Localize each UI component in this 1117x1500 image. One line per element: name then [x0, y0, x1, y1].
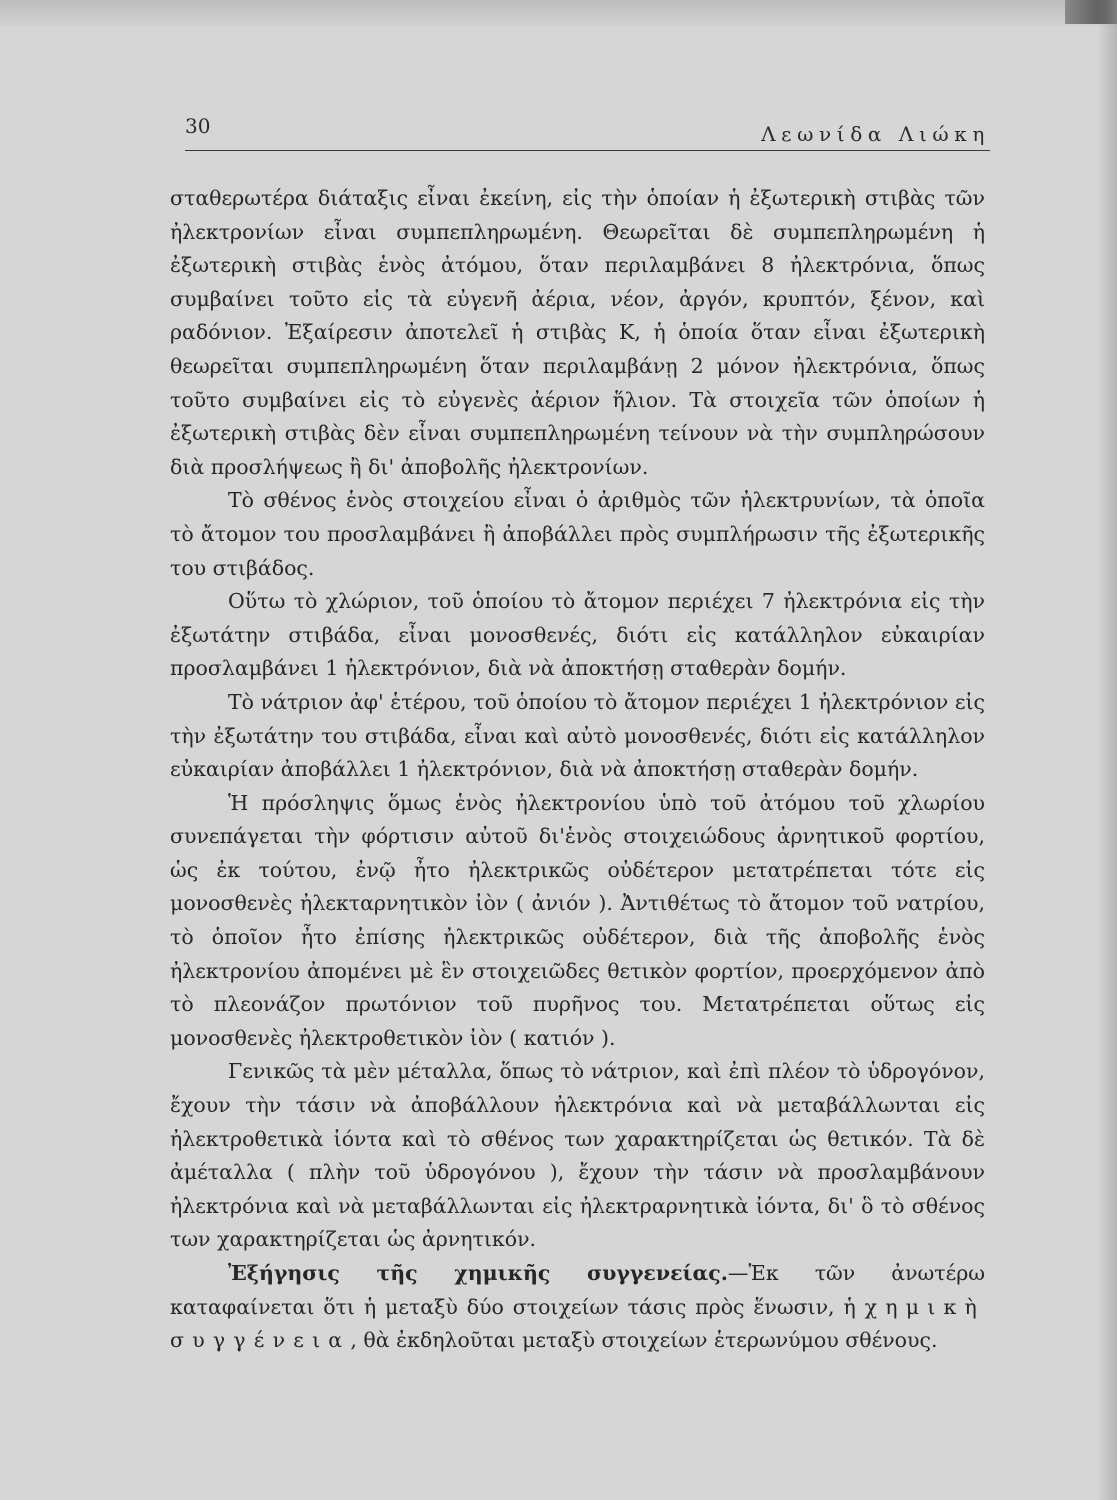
- paragraph-3: Οὕτω τὸ χλώριον, τοῦ ὁποίου τὸ ἄτομον περιέχει 7 ἠλεκτρόνια εἰς τὴν ἐξωτάτην στιβάδα, εἶναι μονοσθενές, διότι εἰς κατάλληλον εὐκαιρίαν προσλαμβάνει 1 ἠλεκτρόνιον, διὰ νὰ ἀποκτήσῃ σταθερὰν δομήν.: [170, 589, 985, 681]
- paragraph-7-text-1: —Ἐκ τῶν ἀνωτέρω καταφαίνεται ὅτι ἡ μεταξὺ δύο στοιχείων τάσις πρὸς ἕνωσιν, ἡ: [170, 1261, 985, 1319]
- paragraph-4: Τὸ νάτριον ἀφ' ἑτέρου, τοῦ ὁποίου τὸ ἄτομον περιέχει 1 ἠλεκτρόνιον εἰς τὴν ἐξωτάτην του στιβάδα, εἶναι καὶ αὐτὸ μονοσθενές, διότι εἰς κατάλληλον εὐκαιρίαν ἀποβάλλει 1 ἠλεκτρόνιον, διὰ νὰ ἀποκτήσῃ σταθερὰν δομήν.: [170, 689, 985, 782]
- paragraph-2: Τὸ σθένος ἑνὸς στοιχείου εἶναι ὁ ἀριθμὸς τῶν ἠλεκτρυνίων, τὰ ὁποῖα τὸ ἄτομον του προσλαμβάνει ἢ ἀποβάλλει πρὸς συμπλήρωσιν τῆς ἐξωτερικῆς του στιβάδος.: [170, 488, 985, 580]
- paragraph-1: σταθερωτέρα διάταξις εἶναι ἐκείνη, εἰς τὴν ὁποίαν ἡ ἐξωτερικὴ στιβὰς τῶν ἠλεκτρονίων εἶναι συμπεπληρωμένη. Θεωρεῖται δὲ συμπεπληρωμένη ἡ ἐξωτερικὴ στιβὰς ἑνὸς ἀτόμου, ὅταν περιλαμβάνει 8 ἠλεκτρόνια, ὅπως συμβαίνει τοῦτο εἰς τὰ εὐγενῆ ἀέρια, νέον, ἀργόν, κρυπτόν, ξένον, καὶ ραδόνιον. Ἐξαίρεσιν ἀποτελεῖ ἡ στιβὰς Κ, ἡ ὁποία ὅταν εἶναι ἐξωτερικὴ θεωρεῖται συμπεπληρωμένη ὅταν περιλαμβάνῃ 2 μόνον ἠλεκτρόνια, ὅπως τοῦτο συμβαίνει εἰς τὸ εὐγενὲς ἀέριον ἥλιον. Τὰ στοιχεῖα τῶν ὁποίων ἡ ἐξωτερικὴ στιβὰς δὲν εἶναι συμπεπληρωμένη τείνουν νὰ τὴν συμπληρώσουν διὰ προσλήψεως ἢ δι' ἀποβολῆς ἠλεκτρονίων.: [170, 186, 985, 479]
- page-number: 30: [185, 114, 211, 138]
- page-top-edge: [0, 0, 1117, 26]
- paragraph-7: [170, 1257, 985, 1358]
- page-right-shadow: [1097, 0, 1117, 1500]
- paragraph-6: Γενικῶς τὰ μὲν μέταλλα, ὅπως τὸ νάτριον, καὶ ἐπὶ πλέον τὸ ὑδρογόνον, ἔχουν τὴν τάσιν νὰ ἀποβάλλουν ἠλεκτρόνια καὶ νὰ μεταβάλλωνται εἰς ἠλεκτροθετικὰ ἰόντα καὶ τὸ σθένος των χαρακτηρίζεται ὡς θετικόν. Τὰ δὲ ἀμέταλλα ( πλὴν τοῦ ὑδρογόνου ), ἔχουν τὴν τάσιν νὰ προσλαμβάνουν ἠλεκτρόνια καὶ νὰ μεταβάλλωνται εἰς ἠλεκτραρνητικὰ ἰόντα, δι' ὃ τὸ σθένος των χαρακτηρίζεται ὡς ἀρνητικόν.: [170, 1059, 985, 1252]
- page-header: [185, 112, 990, 151]
- body-text: [170, 182, 985, 1358]
- running-head: Λεωνίδα Λιώκη: [761, 122, 990, 146]
- paragraph-7-text-2: , θὰ ἐκδηλοῦται μεταξὺ στοιχείων ἑτερωνύμου σθένους.: [350, 1328, 938, 1353]
- section-heading: Ἐξήγησις τῆς χημικῆς συγγενείας.: [228, 1261, 728, 1285]
- spaced-term: χημικὴ συγγένεια: [170, 1294, 985, 1353]
- paragraph-5: Ἡ πρόσληψις ὅμως ἑνὸς ἠλεκτρονίου ὑπὸ τοῦ ἀτόμου τοῦ χλωρίου συνεπάγεται τὴν φόρτισιν αὐτοῦ δι'ἑνὸς στοιχειώδους ἀρνητικοῦ φορτίου, ὡς ἐκ τούτου, ἐνῷ ἦτο ἠλεκτρικῶς οὐδέτερον μετατρέπεται τότε εἰς μονοσθενὲς ἠλεκταρνητικὸν ἰὸν ( ἀνιόν ). Ἀντιθέτως τὸ ἄτομον τοῦ νατρίου, τὸ ὁποῖον ἦτο ἐπίσης ἠλεκτρικῶς οὐδέτερον, διὰ τῆς ἀποβολῆς ἑνὸς ἠλεκτρονίου ἀπομένει μὲ ἓν στοιχειῶδες θετικὸν φορτίον, προερχόμενον ἀπὸ τὸ πλεονάζον πρωτόνιον τοῦ πυρῆνος του. Μετατρέπεται οὕτως εἰς μονοσθενὲς ἠλεκτροθετικὸν ἰὸν ( κατιόν ).: [170, 790, 985, 1050]
